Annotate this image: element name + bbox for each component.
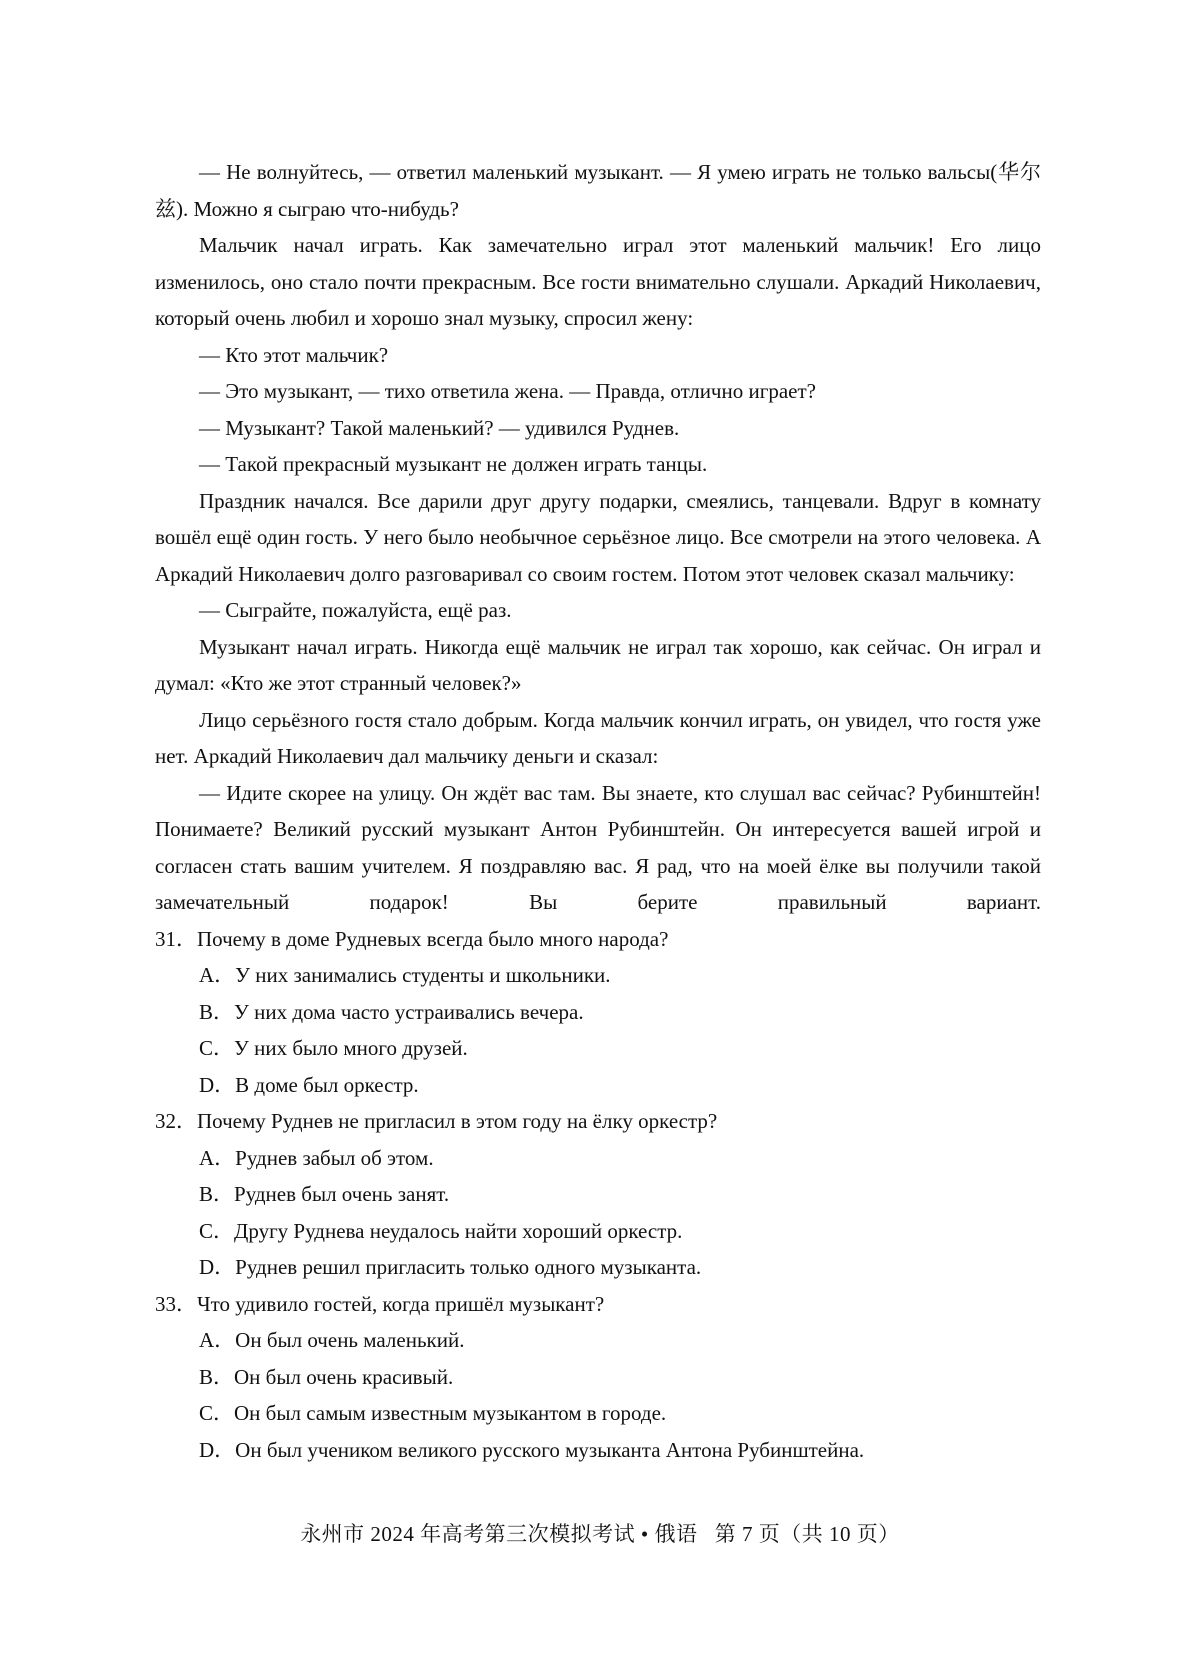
question-block [155,1103,1041,1286]
option-letter: C． [199,1036,235,1060]
option-letter: A． [199,1328,236,1352]
passage-paragraph: Мальчик начал играть. Как замечательно играл этот маленький мальчик! Его лицо изменилось, оно стало почти прекрасным. Все гости внимательно слушали. Аркадий Николаевич, который очень любил и хорошо знал музыку, спросил жену: [155,233,1041,330]
answer-option [199,1030,1041,1067]
question-number: 32． [155,1109,197,1133]
answer-option [199,1322,1041,1359]
option-letter: B． [199,1182,235,1206]
option-text: У них занимались студенты и школьники. [235,963,611,987]
option-letter: C． [199,1218,235,1243]
passage-paragraph: — Кто этот мальчик? [199,342,389,367]
question-text: Почему в доме Рудневых всегда было много народа? [197,926,669,951]
option-text: У них дома часто устраивались вечера. [234,999,584,1024]
answer-option [199,1176,1041,1213]
question-number: 31． [155,926,197,951]
answer-option [199,1249,1041,1286]
answer-option [199,994,1041,1031]
option-text: Руднев забыл об этом. [235,1145,434,1170]
passage-paragraph: — Музыкант? Такой маленький? — удивился Руднев. [199,415,680,440]
question-number: 33． [155,1291,197,1316]
passage-paragraph: — Это музыкант, — тихо ответила жена. — Правда, отлично играет? [199,379,816,403]
answer-option [199,1140,1041,1177]
answer-option [199,1213,1041,1250]
option-text: В доме был оркестр. [235,1072,419,1097]
passage-paragraph: — Такой прекрасный музыкант не должен играть танцы. [199,452,708,476]
passage-paragraph: — Сыграйте, пожалуйста, ещё раз. [199,598,512,622]
question-text: Почему Руднев не пригласил в этом году на ёлку оркестр? [197,1109,718,1133]
option-text: Он был очень маленький. [235,1328,465,1352]
question-text: Что удивило гостей, когда пришёл музыкант? [197,1291,605,1316]
option-letter: D． [199,1072,236,1097]
option-letter: D． [199,1437,236,1462]
answer-option [199,957,1041,994]
passage-paragraph: Праздник начался. Все дарили друг другу подарки, смеялись, танцевали. Вдруг в комнату вошёл ещё один гость. У него было необычное серьёзное лицо. Все смотрели на этого человека. А Аркадий Николаевич долго разговаривал со своим гостем. Потом этот человек сказал мальчику: [155,488,1041,586]
exam-page-content [155,154,1041,1468]
option-text: Он был очень красивый. [234,1364,454,1389]
answer-option [199,1395,1041,1432]
option-letter: A． [199,1145,236,1170]
option-letter: C． [199,1401,235,1425]
option-text: Он был самым известным музыкантом в городе. [234,1401,667,1425]
passage-paragraph: Лицо серьёзного гостя стало добрым. Когда мальчик кончил играть, он увидел, что гостя уже нет. Аркадий Николаевич дал мальчику деньги и сказал: [155,707,1041,768]
option-letter: D． [199,1255,236,1279]
question-stem [155,921,1041,958]
page-footer: 永州市 2024 年高考第三次模拟考试 • 俄语 第 7 页（共 10 页） [300,1522,900,1546]
passage-paragraph: — Идите скорее на улицу. Он ждёт вас там. Вы знаете, кто слушал вас сейчас? Рубинштейн! Понимаете? Великий русский музыкант Антон Рубинштейн. Он интересуется вашей игрой и согласен стать вашим учителем. Я поздравляю вас. Я рад, что на моей ёлке вы получили такой замечательный подарок! Вы берите правильный вариант. [155,780,1041,914]
passage-paragraph: — Не волнуйтесь, — ответил маленький музыкант. — Я умею играть не только вальсы(华尔兹). Можно я сыграю что-нибудь? [155,160,1041,221]
option-text: Руднев решил пригласить только одного музыканта. [235,1255,702,1279]
question-list [155,921,1041,1469]
answer-option [199,1432,1041,1469]
answer-option [199,1359,1041,1396]
reading-passage [155,154,1041,921]
option-text: Другу Руднева неудалось найти хороший оркестр. [234,1218,683,1243]
option-letter: B． [199,999,235,1024]
passage-paragraph: Музыкант начал играть. Никогда ещё мальчик не играл так хорошо, как сейчас. Он играл и думал: «Кто же этот странный человек?» [155,634,1041,695]
question-stem [155,1286,1041,1323]
option-text: Руднев был очень занят. [234,1182,450,1206]
answer-option [199,1067,1041,1104]
question-stem [155,1103,1041,1140]
option-text: Он был учеником великого русского музыканта Антона Рубинштейна. [235,1437,865,1462]
option-letter: B． [199,1364,235,1389]
question-block [155,921,1041,1104]
question-block [155,1286,1041,1469]
option-text: У них было много друзей. [234,1036,468,1060]
option-letter: A． [199,963,236,987]
